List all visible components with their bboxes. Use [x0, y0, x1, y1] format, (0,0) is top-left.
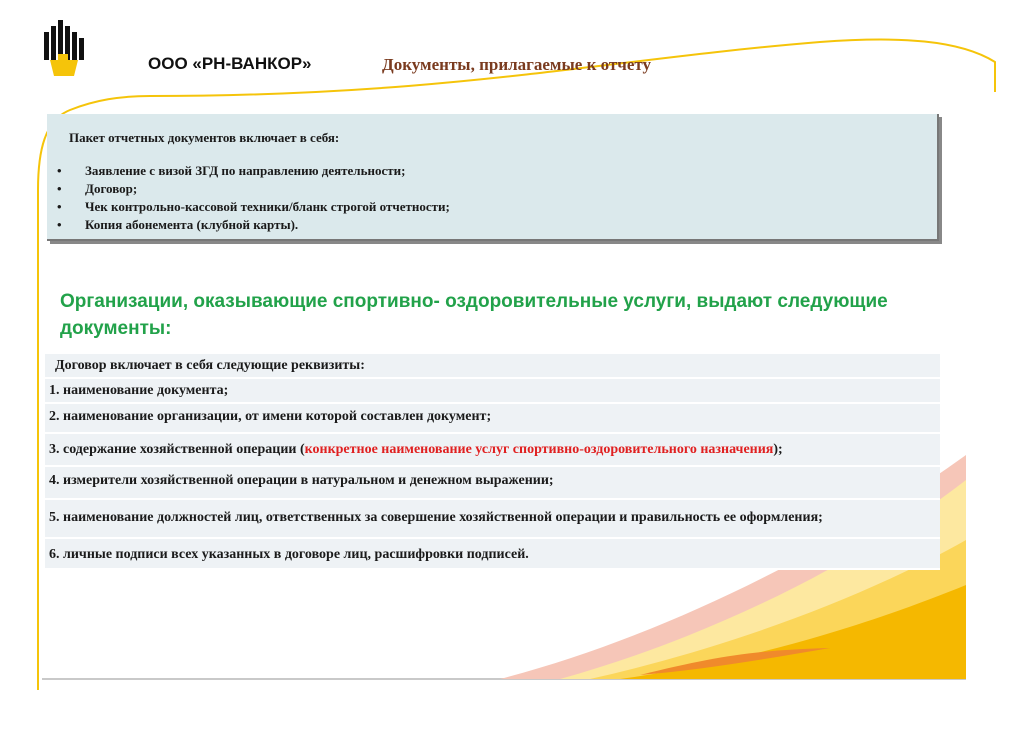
bullet-icon: • [57, 217, 62, 232]
bullet-icon: • [57, 181, 62, 196]
company-logo-icon [40, 18, 86, 78]
report-package-list [55, 162, 450, 234]
table-row: 6. личные подписи всех указанных в договоре лиц, расшифровки подписей. [45, 539, 940, 570]
list-item: • Копия абонемента (клубной карты). [57, 217, 299, 232]
table-row: 3. содержание хозяйственной операции (конкретное наименование услуг спортивно-оздоровительного назначения); [45, 434, 940, 467]
table-row: 2. наименование организации, от имени которой составлен документ; [45, 404, 940, 434]
report-package-box [47, 114, 939, 241]
table-row: 4. измерители хозяйственной операции в натуральном и денежном выражении; [45, 467, 940, 500]
company-name: ООО «РН-ВАНКОР» [148, 54, 312, 73]
bullet-icon: • [57, 163, 62, 178]
requirements-table [45, 354, 940, 570]
table-row: 1. наименование документа; [45, 379, 940, 404]
bullet-icon: • [57, 199, 62, 214]
list-item: • Заявление с визой ЗГД по направлению деятельности; [57, 163, 406, 178]
page-title: Документы, прилагаемые к отчету [382, 55, 651, 74]
list-item: • Договор; [57, 181, 138, 196]
highlighted-text: конкретное наименование услуг спортивно-оздоровительного назначения [304, 442, 774, 457]
table-row: 5. наименование должностей лиц, ответственных за совершение хозяйственной операции и правильность ее оформления; [45, 500, 940, 539]
table-row: Договор включает в себя следующие реквизиты: [45, 354, 940, 379]
section-heading: Организации, оказывающие спортивно- оздоровительные услуги, выдают следующие документы: [60, 291, 888, 339]
report-package-heading: Пакет отчетных документов включает в себя: [69, 130, 340, 145]
list-item: • Чек контрольно-кассовой техники/бланк строгой отчетности; [57, 199, 450, 214]
